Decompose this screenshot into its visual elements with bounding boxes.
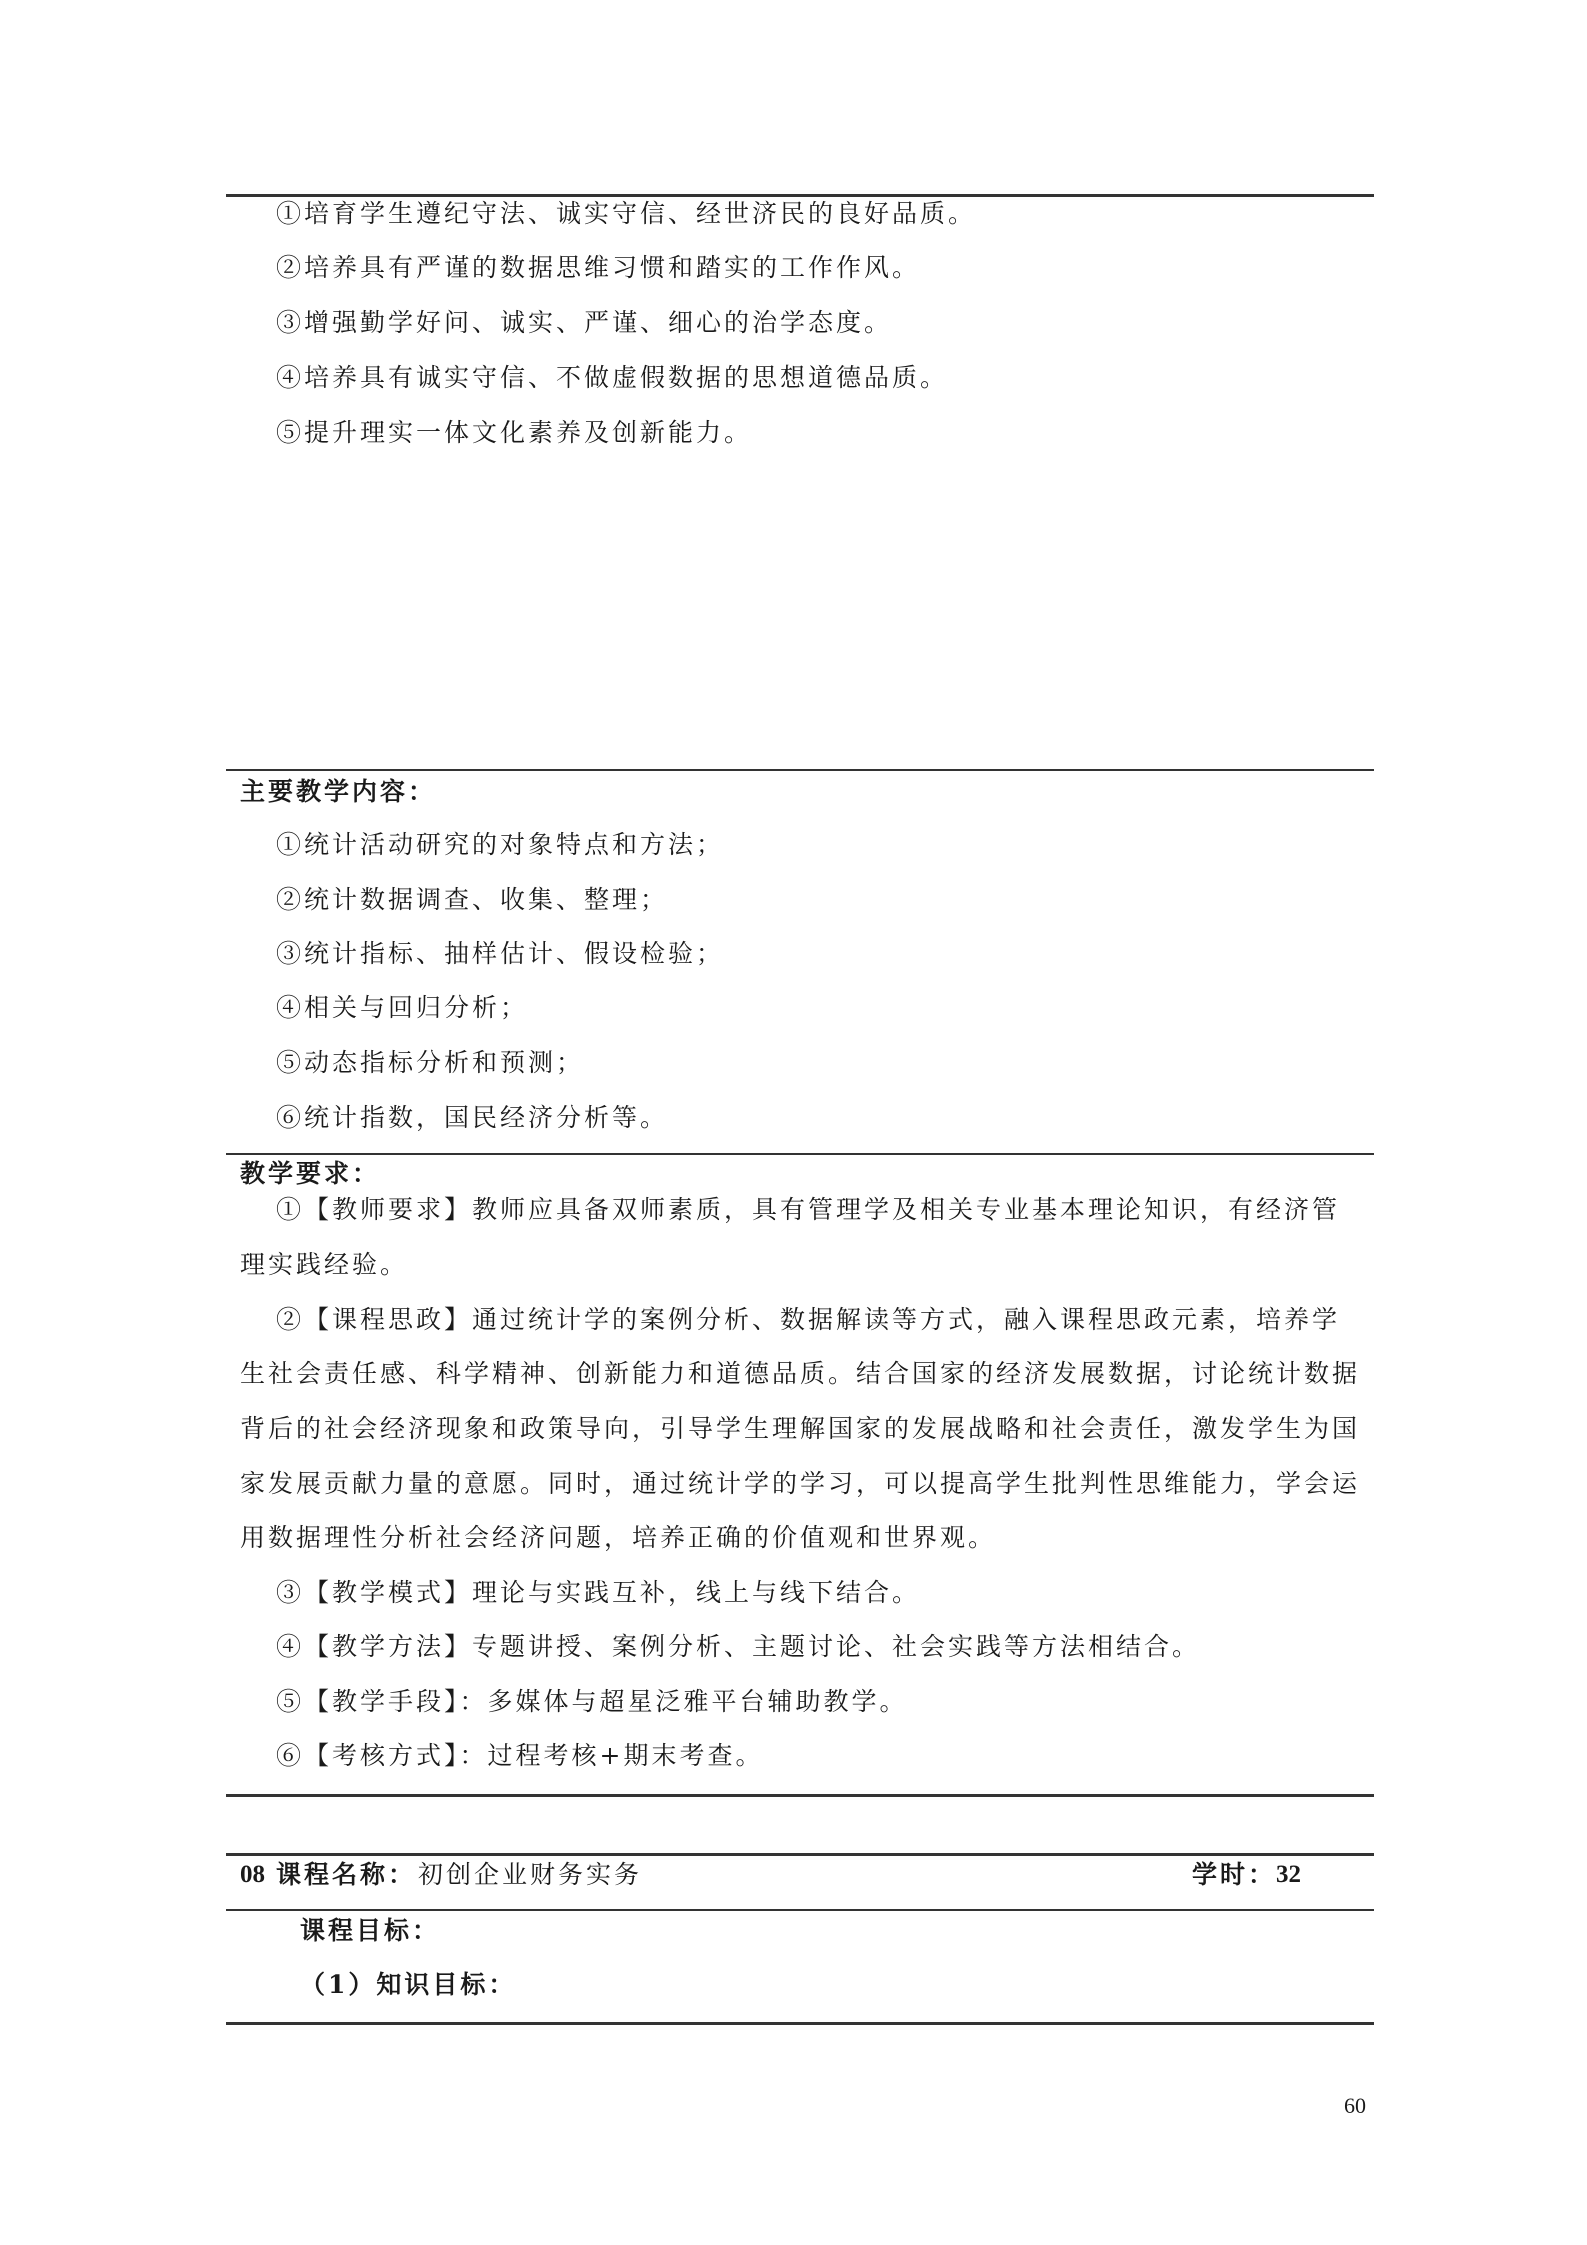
section-divider xyxy=(226,769,1374,771)
paragraph-line: ⑥【考核方式】：过程考核+期末考查。 xyxy=(276,1741,764,1770)
paragraph-line: ②【课程思政】通过统计学的案例分析、数据解读等方式，融入课程思政元素，培养学 xyxy=(276,1305,1341,1334)
table-bottom-rule xyxy=(226,2022,1374,2025)
paragraph-line: ⑤【教学手段】：多媒体与超星泛雅平台辅助教学。 xyxy=(276,1687,908,1716)
paragraph-line: 理实践经验。 xyxy=(240,1250,409,1279)
paragraph-line: ④【教学方法】专题讲授、案例分析、主题讨论、社会实践等方法相结合。 xyxy=(276,1632,1201,1661)
list-item: ②培养具有严谨的数据思维习惯和踏实的工作作风。 xyxy=(276,253,921,282)
table-top-rule xyxy=(226,1853,1374,1856)
list-item: ④相关与回归分析； xyxy=(276,993,529,1022)
list-item: ⑤提升理实一体文化素养及创新能力。 xyxy=(276,418,753,447)
list-item: ③增强勤学好问、诚实、严谨、细心的治学态度。 xyxy=(276,308,893,337)
list-item: ①培育学生遵纪守法、诚实守信、经世济民的良好品质。 xyxy=(276,199,977,228)
main-content-heading: 主要教学内容： xyxy=(240,777,437,806)
course-hours-value: 32 xyxy=(1276,1861,1301,1888)
section-divider xyxy=(226,1153,1374,1155)
table-bottom-rule xyxy=(226,1794,1374,1797)
course-goal-heading: 课程目标： xyxy=(300,1916,441,1945)
list-item: ③统计指标、抽样估计、假设检验； xyxy=(276,939,725,968)
knowledge-goal-heading: （1）知识目标： xyxy=(300,1970,517,1999)
course-number: 08 xyxy=(240,1861,265,1888)
list-item: ⑤动态指标分析和预测； xyxy=(276,1048,585,1077)
requirements-heading: 教学要求： xyxy=(240,1159,381,1188)
list-item: ①统计活动研究的对象特点和方法； xyxy=(276,830,725,859)
paragraph-line: ①【教师要求】教师应具备双师素质，具有管理学及相关专业基本理论知识，有经济管 xyxy=(276,1195,1341,1224)
list-item: ⑥统计指数，国民经济分析等。 xyxy=(276,1103,669,1132)
course-hours-label: 学时： xyxy=(1192,1860,1277,1889)
paragraph-line: 背后的社会经济现象和政策导向，引导学生理解国家的发展战略和社会责任，激发学生为国 xyxy=(240,1414,1361,1443)
list-item: ②统计数据调查、收集、整理； xyxy=(276,885,669,914)
course-name-label: 课程名称： xyxy=(276,1860,417,1889)
paragraph-line: ③【教学模式】理论与实践互补，线上与线下结合。 xyxy=(276,1578,921,1607)
paragraph-line: 用数据理性分析社会经济问题，培养正确的价值观和世界观。 xyxy=(240,1523,997,1552)
course-name-value: 初创企业财务实务 xyxy=(418,1860,643,1889)
paragraph-line: 家发展贡献力量的意愿。同时，通过统计学的学习，可以提高学生批判性思维能力，学会运 xyxy=(240,1469,1361,1498)
page-number: 60 xyxy=(1344,2093,1366,2118)
list-item: ④培养具有诚实守信、不做虚假数据的思想道德品质。 xyxy=(276,363,949,392)
paragraph-line: 生社会责任感、科学精神、创新能力和道德品质。结合国家的经济发展数据，讨论统计数据 xyxy=(240,1359,1361,1388)
row-divider xyxy=(226,1909,1374,1911)
